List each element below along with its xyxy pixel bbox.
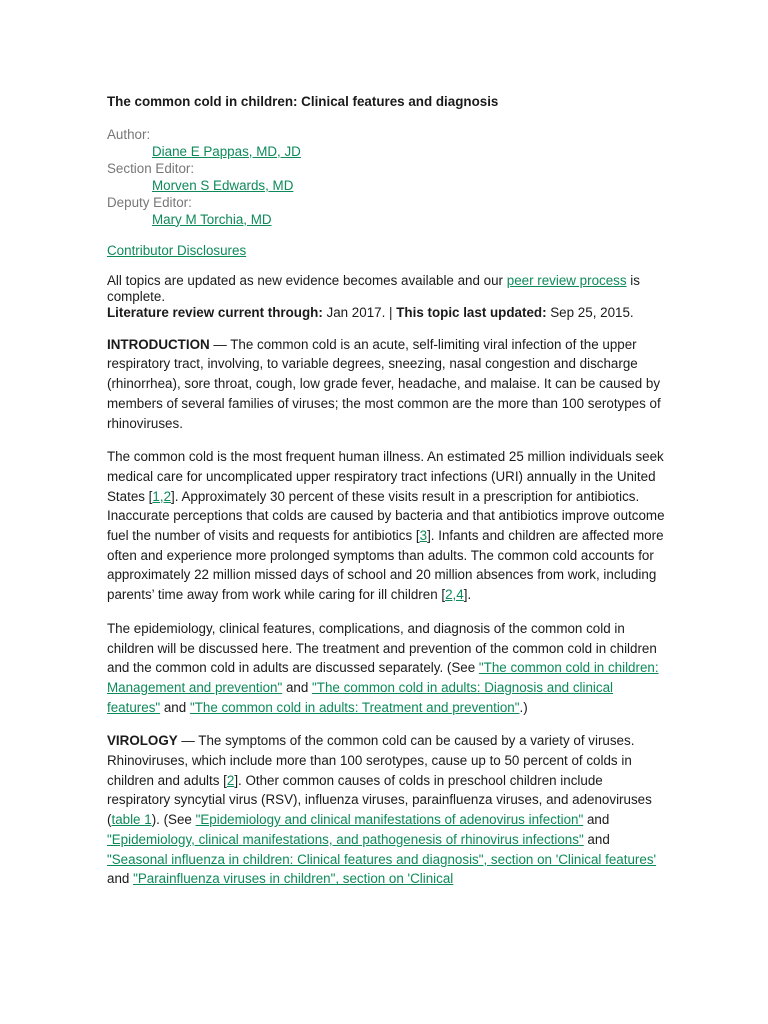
virology-heading: VIROLOGY bbox=[107, 733, 178, 749]
author-block bbox=[107, 126, 665, 228]
introduction-heading: INTRODUCTION bbox=[107, 336, 210, 352]
topic-link-rhinovirus[interactable]: "Epidemiology, clinical manifestations, and pathogenesis of rhinovirus infections" bbox=[107, 831, 584, 847]
scope-paragraph: The epidemiology, clinical features, complications, and diagnosis of the common cold in children will be discussed here. The treatment and prevention of the common cold in children and the common cold in adults are discussed separately. (See "The common cold in children: Management and prevention" and "The common cold in adults: Diagnosis and clinical features" and "The common cold in adults: Treatment and prevention".) bbox=[107, 620, 659, 715]
topic-link-influenza[interactable]: "Seasonal influenza in children: Clinical features and diagnosis", section on 'Clinical features' bbox=[107, 851, 657, 867]
last-updated-label: This topic last updated: bbox=[396, 304, 547, 320]
update-notice: All topics are updated as new evidence becomes available and our peer review process is complete. Literature review current through: Jan 2017. | This topic last updated: Sep 25, 2015. bbox=[107, 272, 640, 320]
introduction-paragraph: INTRODUCTION — The common cold is an acute, self-limiting viral infection of the upper respiratory tract, involving, to variable degrees, sneezing, nasal congestion and discharge (rhinorrhea), sore throat, cough, low grade fever, headache, and malaise. It can be caused by members of several families of viruses; the most common are the more than 100 serotypes of rhinoviruses. bbox=[107, 336, 661, 431]
author-link[interactable]: Diane E Pappas, MD, JD bbox=[152, 143, 301, 159]
reference-link[interactable]: 3 bbox=[419, 528, 428, 544]
reference-link[interactable]: 2 bbox=[226, 772, 235, 788]
section-editor-link[interactable]: Morven S Edwards, MD bbox=[152, 177, 294, 193]
author-label: Author: bbox=[107, 126, 151, 142]
peer-review-link[interactable]: peer review process bbox=[506, 272, 627, 288]
epidemiology-paragraph: The common cold is the most frequent human illness. An estimated 25 million individuals seek medical care for uncomplicated upper respiratory tract infections (URI) annually in the United States [1,2]. Approximately 30 percent of these visits result in a prescription for antibiotics. Inaccurate perceptions that colds are caused by bacteria and that antibiotics improve outcome fuel the number of visits and requests for antibiotics [3]. Infants and children are affected more often and experience more prolonged symptoms than adults. The common cold accounts for approximately 22 million missed days of school and 20 million absences from work, including parents’ time away from work while caring for ill children [2,4]. bbox=[107, 449, 665, 603]
deputy-editor-label: Deputy Editor: bbox=[107, 194, 192, 210]
topic-link-adults-treatment[interactable]: "The common cold in adults: Treatment and prevention" bbox=[189, 699, 520, 715]
reference-link[interactable]: 1,2 bbox=[152, 488, 172, 504]
topic-link-management[interactable]: "The common cold in children: Management and prevention" bbox=[107, 660, 659, 695]
topic-link-adults-diagnosis[interactable]: "The common cold in adults: Diagnosis and clinical features" bbox=[107, 679, 614, 715]
topic-link-adenovirus[interactable]: "Epidemiology and clinical manifestations of adenovirus infection" bbox=[195, 812, 584, 828]
topic-link-parainfluenza[interactable]: "Parainfluenza viruses in children", section on 'Clinical bbox=[133, 871, 454, 887]
contributor-disclosures-link[interactable]: Contributor Disclosures bbox=[107, 242, 247, 258]
page-title: The common cold in children: Clinical features and diagnosis bbox=[107, 94, 499, 109]
lit-review-label: Literature review current through: bbox=[107, 304, 323, 320]
section-editor-label: Section Editor: bbox=[107, 160, 195, 176]
table-1-link[interactable]: table 1 bbox=[111, 812, 152, 828]
reference-link[interactable]: 2,4 bbox=[445, 587, 464, 603]
document-page bbox=[107, 92, 665, 889]
virology-paragraph: VIROLOGY — The symptoms of the common cold can be caused by a variety of viruses. Rhinoviruses, which include more than 100 serotypes, cause up to 50 percent of colds in children and adults [2]. Other common causes of colds in preschool children include respiratory syncytial virus (RSV), influenza viruses, parainfluenza viruses, and adenoviruses (table 1). (See "Epidemiology and clinical manifestations of adenovirus infection" and "Epidemiology, clinical manifestations, and pathogenesis of rhinovirus infections" and "Seasonal influenza in children: Clinical features and diagnosis", section on 'Clinical features' and "Parainfluenza viruses in children", section on 'Clinical bbox=[107, 733, 657, 887]
deputy-editor-link[interactable]: Mary M Torchia, MD bbox=[152, 211, 272, 227]
